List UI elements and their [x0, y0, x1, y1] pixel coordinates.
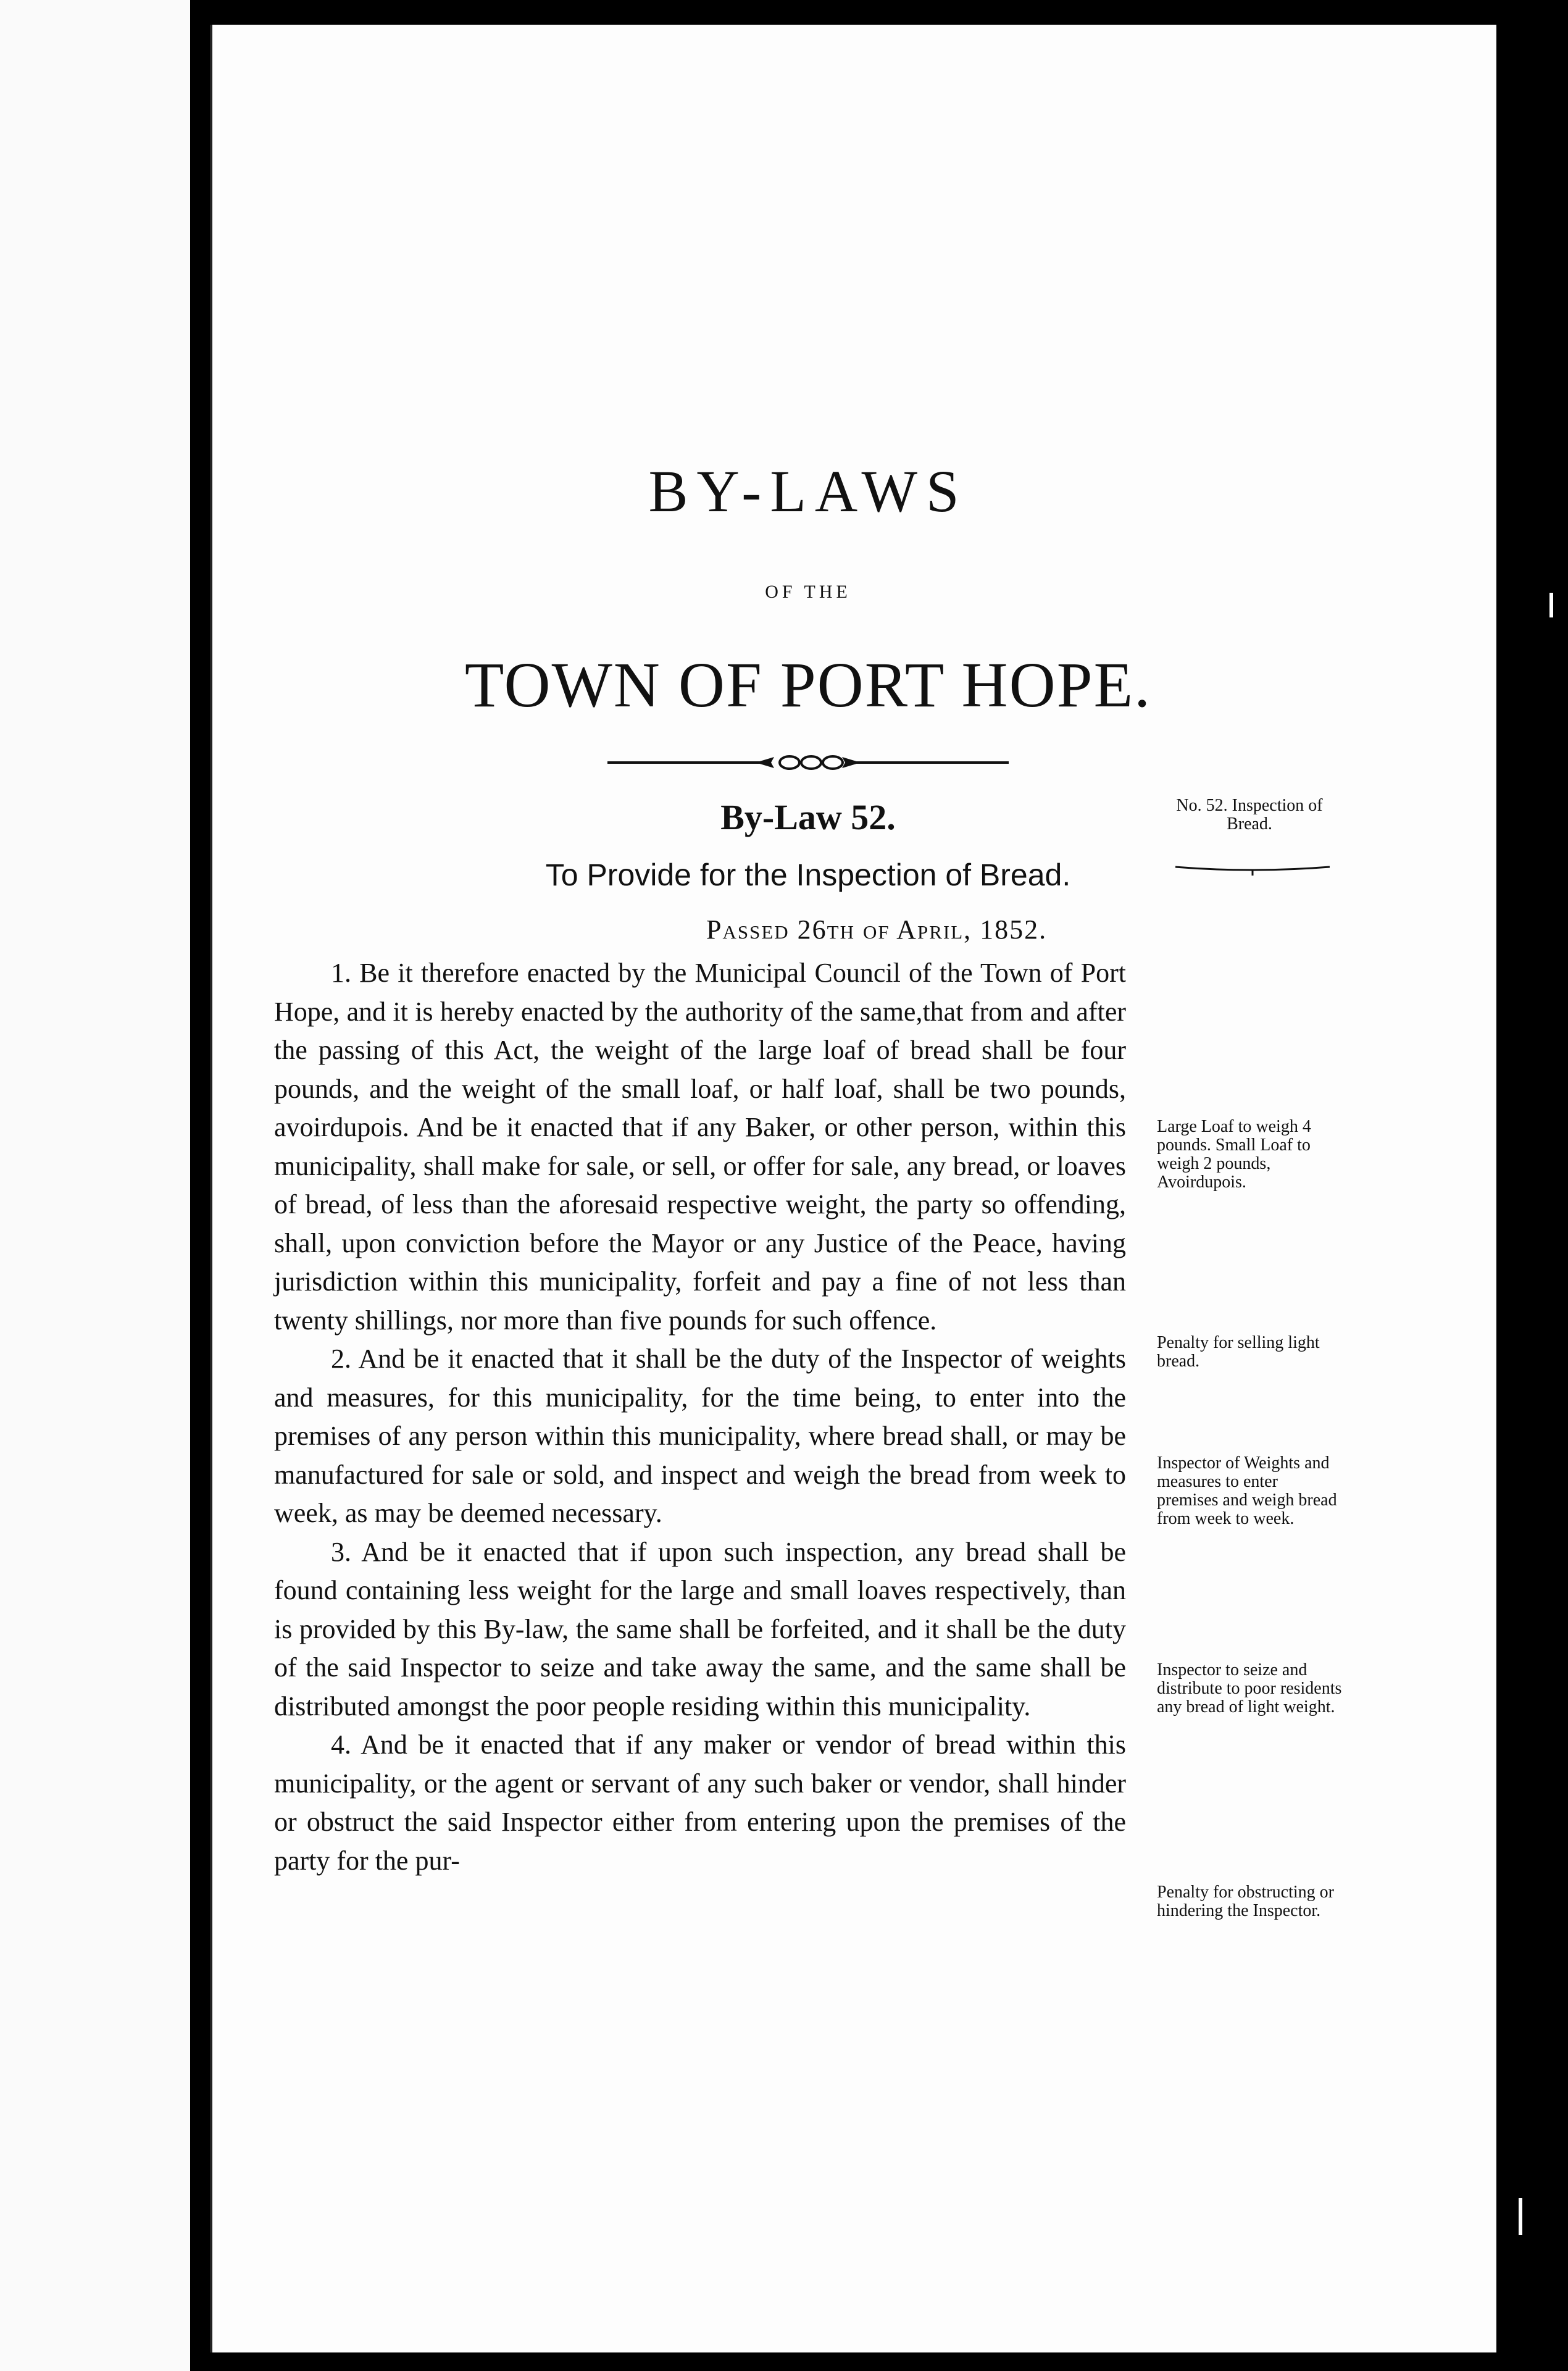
- document-page: [210, 25, 1496, 2352]
- bylaw-body: [274, 954, 1367, 1880]
- right-edge-marks: [1494, 0, 1568, 2371]
- bylaw-subtitle: To Provide for the Inspection of Bread.: [545, 858, 1071, 892]
- sidenote-inspector-seize: Inspector to seize and distribute to poor residents any bread of light weight.: [1157, 1660, 1342, 1717]
- previous-page-edge: [0, 0, 204, 2371]
- sidenote-weights: Large Loaf to weigh 4 pounds. Small Loaf to weigh 2 pounds, Avoirdupois.: [1157, 1117, 1311, 1192]
- title-of-the: OF THE: [765, 582, 851, 602]
- sidenote-header: No. 52. Inspection of Bread.: [1176, 796, 1323, 834]
- sidenote-penalty-obstruct: Penalty for obstructing or hindering the Inspector.: [1157, 1883, 1334, 1920]
- title-bylaws: BY-LAWS: [648, 458, 968, 524]
- passed-date: Passed 26th of April, 1852.: [706, 914, 1048, 945]
- sidenote-penalty-light-bread: Penalty for selling light bread.: [1157, 1333, 1320, 1371]
- section-2: 2. And be it enacted that it shall be the duty of the Inspector of weights and measures, for this municipality, for the time being, to enter into the premises of any person within this municipality, where bread shall, or may be manufactured for sale or sold, and inspect and weigh the bread from week to week, as may be deemed necessary.: [274, 1344, 1126, 1528]
- section-1: 1. Be it therefore enacted by the Municipal Council of the Town of Port Hope, and it is hereby enacted by the authority of the same,that from and after the passing of this Act, the weight of the large loaf of bread shall be four pounds, and the weight of the small loaf, or half loaf, shall be two pounds, avoirdupois. And be it enacted that if any Baker, or other person, within this municipality, shall make for sale, or sell, or offer for sale, any bread, or loaves of bread, of less than the aforesaid respective weight, the party so offending, shall, upon conviction before the Mayor or any Justice of the Peace, having jurisdiction within this municipality, forfeit and pay a fine of not less than twenty shillings, nor more than five pounds for such offence.: [274, 958, 1126, 1336]
- sidenote-rule: [1175, 864, 1330, 877]
- title-town: TOWN OF PORT HOPE.: [464, 650, 1152, 721]
- sidenote-inspector-enter: Inspector of Weights and measures to enter premises and weigh bread from week to week.: [1157, 1453, 1337, 1528]
- section-4: 4. And be it enacted that if any maker or vendor of bread within this municipality, or the agent or servant of any such baker or vendor, shall hinder or obstruct the said Inspector either from entering upon the premises of the party for the pur-: [274, 1729, 1126, 1876]
- section-3: 3. And be it enacted that if upon such inspection, any bread shall be found containing less weight for the large and small loaves respectively, than is provided by this By-law, the same shall be forfeited, and it shall be the duty of the said Inspector to seize and take away the same, and the same shall be distributed amongst the poor people residing within this municipality.: [274, 1536, 1126, 1721]
- body-column: [274, 954, 1126, 1880]
- ornament-divider: [607, 753, 1009, 772]
- binding-fold: [190, 0, 204, 2371]
- bylaw-number: By-Law 52.: [720, 797, 896, 837]
